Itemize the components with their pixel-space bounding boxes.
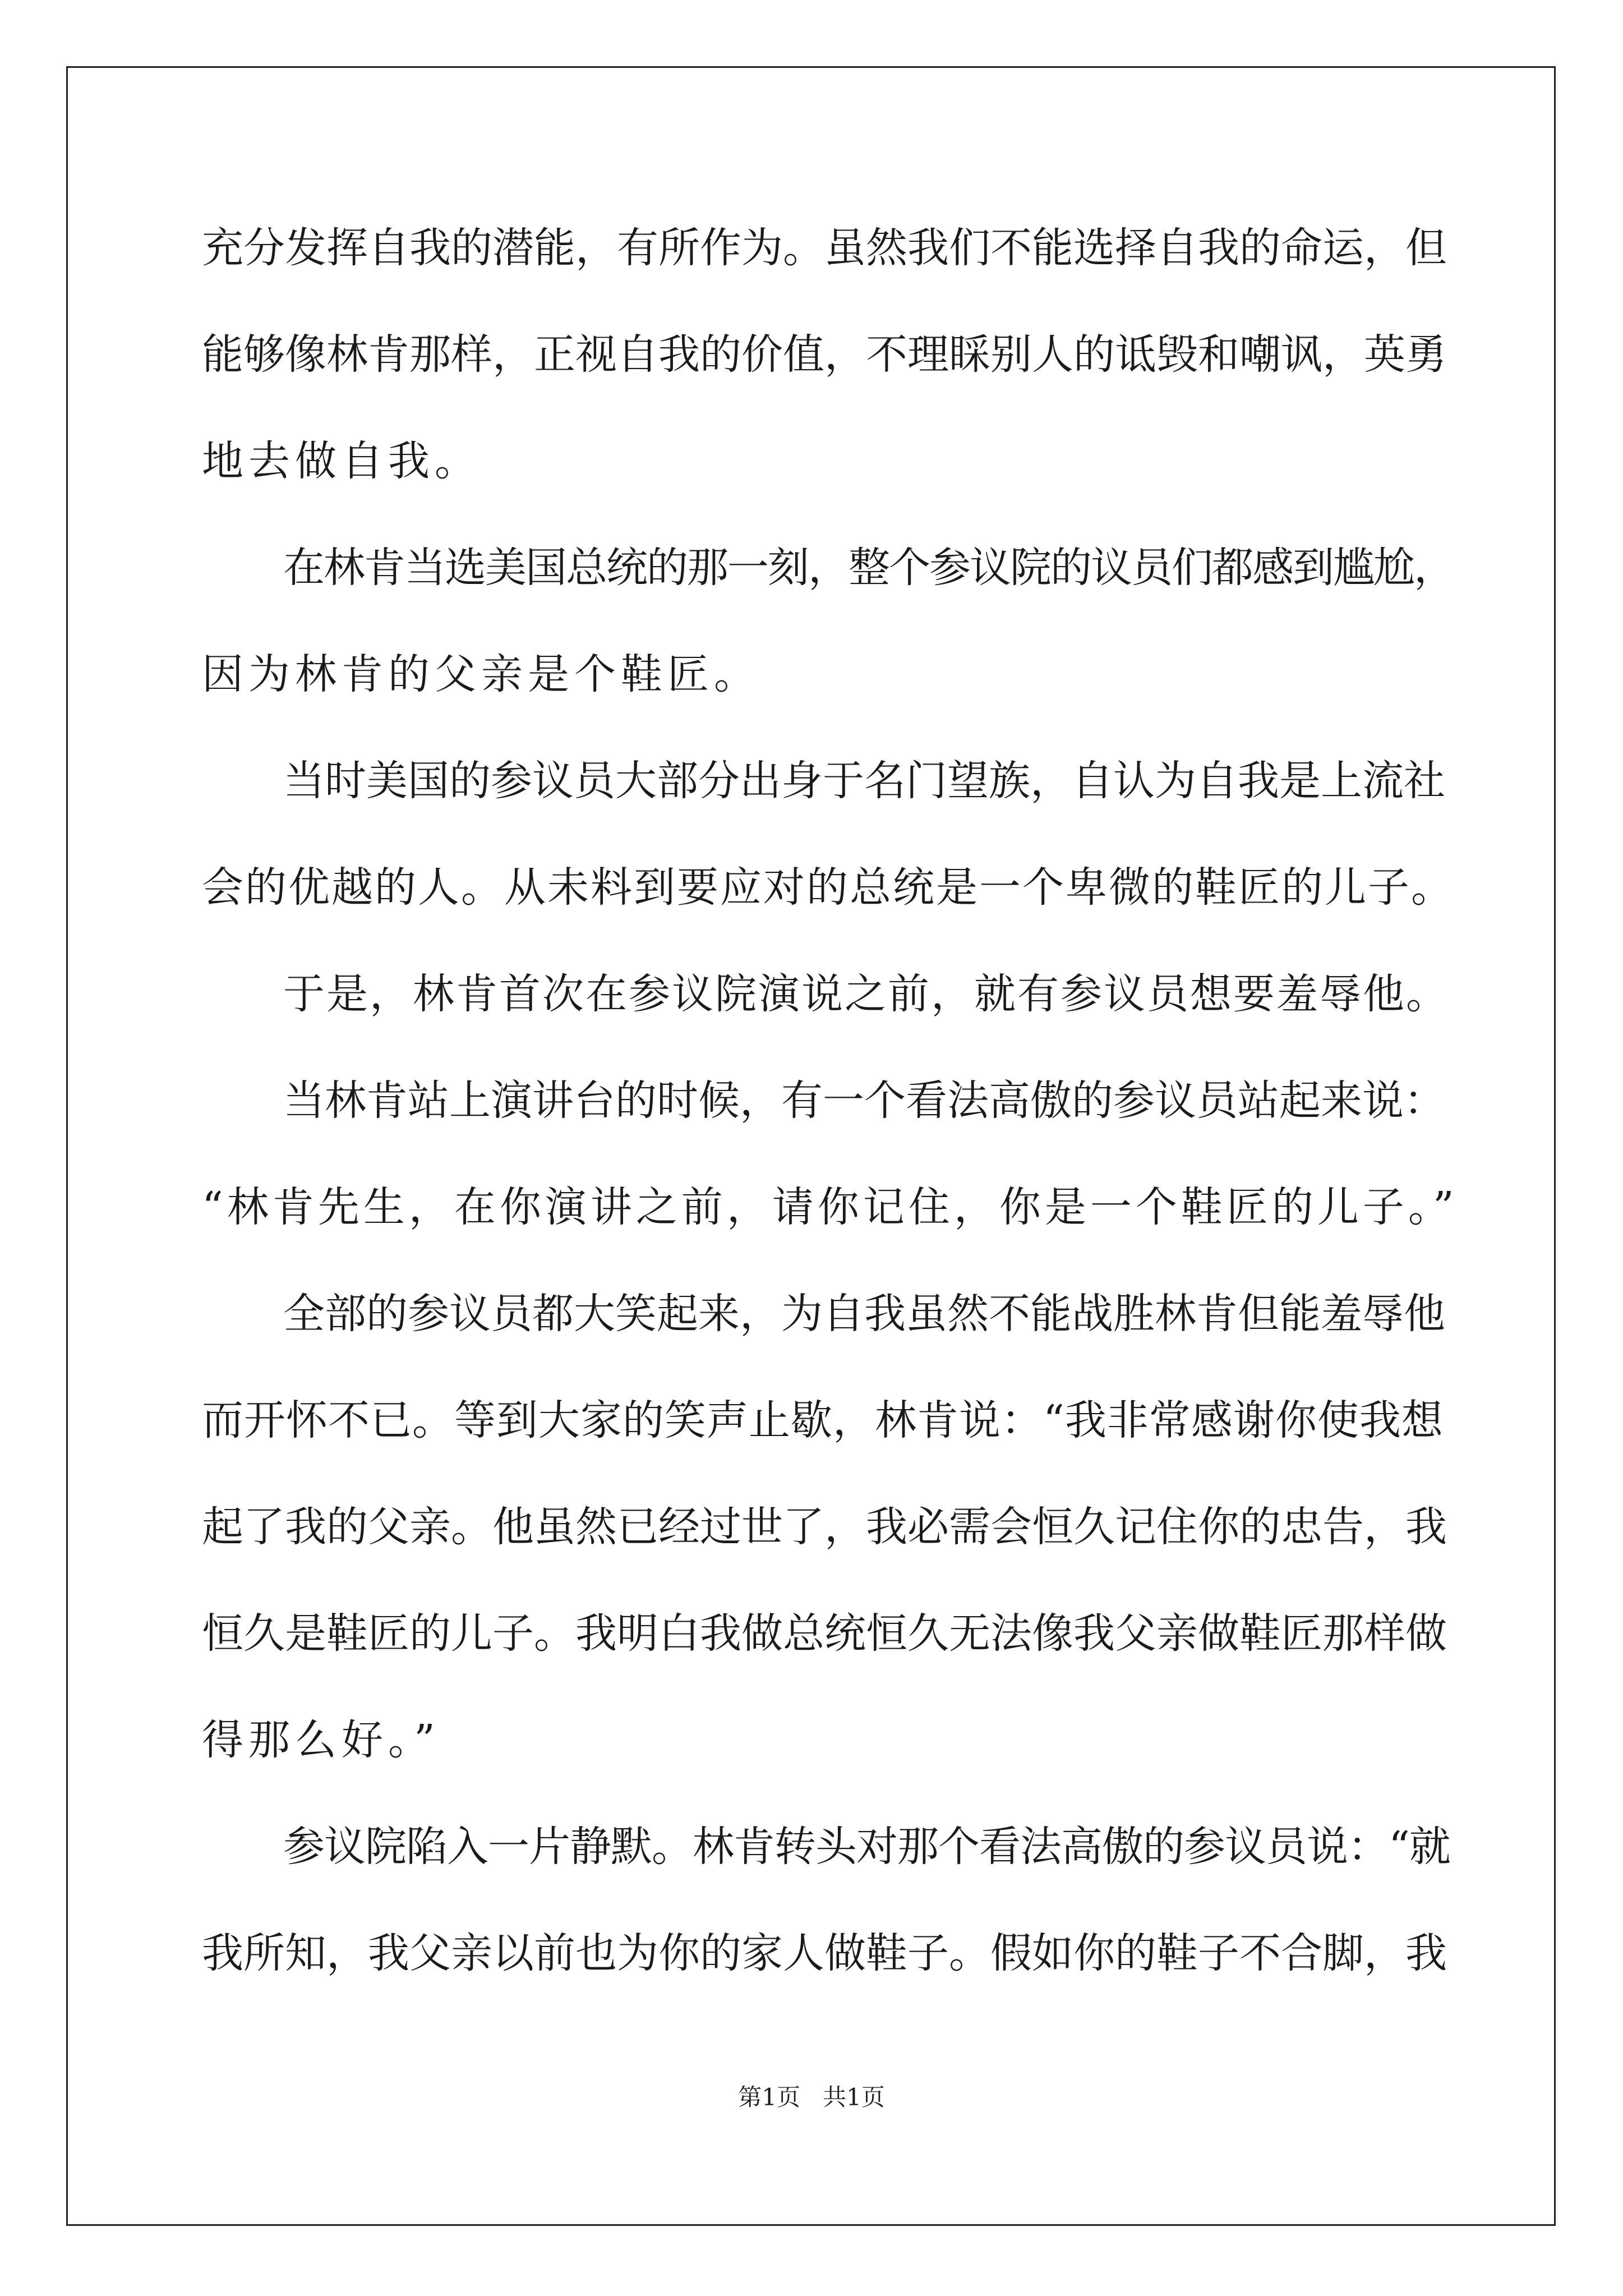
paragraph-start-line: 全部的参议员都大笑起来，为自我虽然不能战胜林肯但能羞辱他 [283, 1290, 1445, 1338]
text-line: 充分发挥自我的潜能，有所作为。虽然我们不能选择自我的命运，但 [202, 224, 1447, 272]
text-line: “林肯先生，在你演讲之前，请你记住，你是一个鞋匠的儿子。” [202, 1183, 1458, 1231]
paragraph-start-line: 在林肯当选美国总统的那一刻，整个参议院的议员们都感到尴尬， [283, 544, 1454, 592]
text-line: 我所知，我父亲以前也为你的家人做鞋子。假如你的鞋子不合脚，我 [202, 1929, 1447, 1977]
paragraph-start-line: 当时美国的参议员大部分出身于名门望族，自认为自我是上流社 [283, 757, 1445, 805]
text-line: 地去做自我。 [202, 437, 481, 485]
paragraph-start-line: 当林肯站上演讲台的时候，有一个看法高傲的参议员站起来说： [283, 1076, 1445, 1125]
page-footer: 第1页 共1页 [738, 2083, 885, 2111]
text-line: 能够像林肯那样，正视自我的价值，不理睬别人的诋毁和嘲讽，英勇 [202, 330, 1447, 379]
paragraph-start-line: 参议院陷入一片静默。林肯转头对那个看法高傲的参议员说：“就 [283, 1823, 1450, 1871]
paragraph-start-line: 于是，林肯首次在参议院演说之前，就有参议员想要羞辱他。 [283, 970, 1449, 1018]
page-border [66, 66, 1556, 2226]
text-line: 因为林肯的父亲是个鞋匠。 [202, 650, 760, 698]
text-line: 而开怀不已。等到大家的笑声止歇，林肯说：“我非常感谢你使我想 [202, 1396, 1444, 1444]
text-line: 起了我的父亲。他虽然已经过世了，我必需会恒久记住你的忠告，我 [202, 1503, 1447, 1551]
text-line: 会的优越的人。从未料到要应对的总统是一个卑微的鞋匠的儿子。 [202, 863, 1454, 912]
text-line: 得那么好。” [202, 1716, 440, 1764]
text-line: 恒久是鞋匠的儿子。我明白我做总统恒久无法像我父亲做鞋匠那样做 [202, 1609, 1447, 1658]
